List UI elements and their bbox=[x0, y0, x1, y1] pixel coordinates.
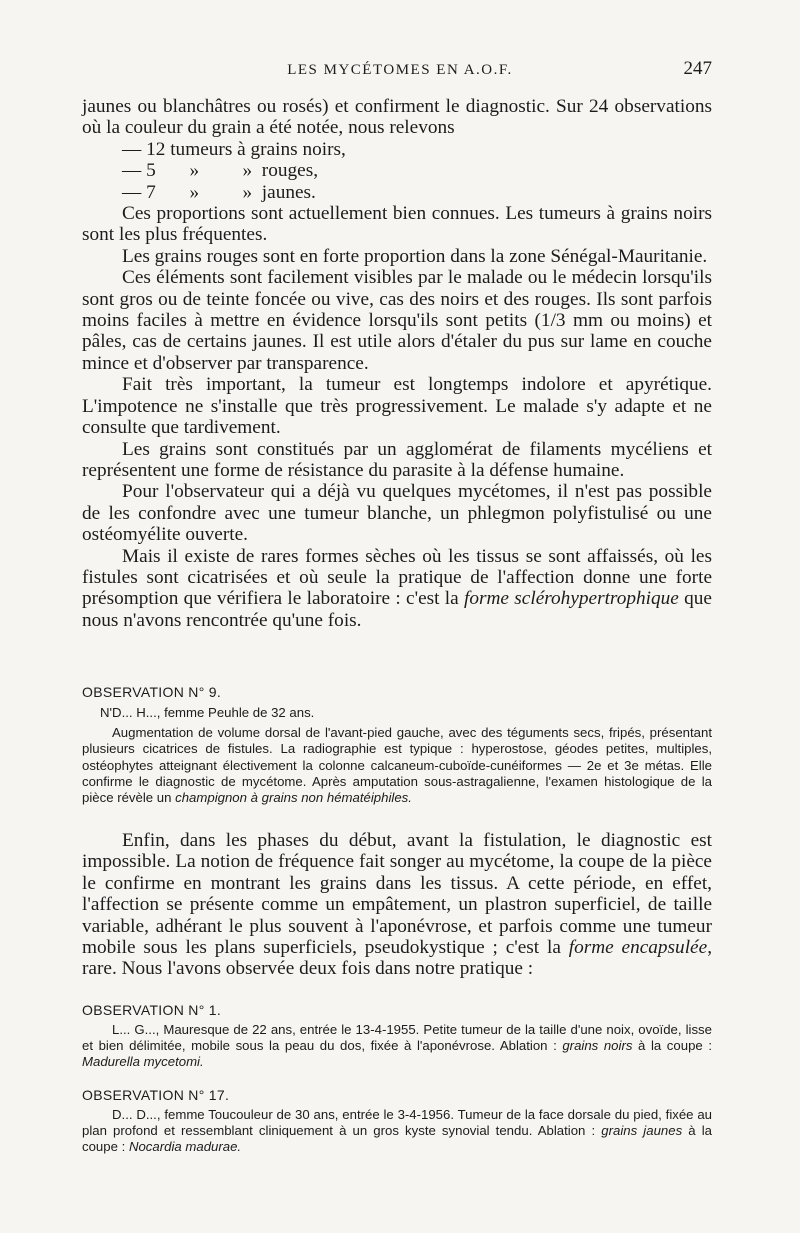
paragraph: Ces éléments sont facilement visibles par le malade ou le médecin lorsqu'ils sont gros ou de teinte foncée ou vive, cas des noirs et des rouges. Ils sont parfois moins faciles à mettre en évidence lorsqu'ils sont petits (1/3 mm ou moins) et pâles, cas de certains jaunes. Il est utile alors d'étaler du pus sur lame en couche mince et d'observer par transparence. bbox=[82, 267, 712, 374]
observation-17-body bbox=[82, 1107, 712, 1156]
observation-1-body bbox=[82, 1022, 712, 1071]
italic-term: forme sclérohypertrophique bbox=[464, 588, 679, 610]
section-grains bbox=[82, 96, 712, 631]
observation-subject: N'D... H..., femme Peuhle de 32 ans. bbox=[100, 705, 315, 720]
paragraph: Mais il existe de rares formes sèches où les tissus se sont affaissés, où les fistules sont cicatrisées et où seule la pratique de l'affection donne une forte présomption que vérifiera le laboratoire : c'est la forme sclérohypertrophique que nous n'avons rencontrée qu'une fois. bbox=[82, 545, 712, 631]
paragraph: Ces proportions sont actuellement bien connues. Les tumeurs à grains noirs sont les plus fréquentes. bbox=[82, 203, 712, 246]
paragraph: Fait très important, la tumeur est longtemps indolore et apyrétique. L'impotence ne s'installe que très progressivement. Le malade s'y adapte et ne consulte que tardivement. bbox=[82, 374, 712, 439]
observation-text: D... D..., femme Toucouleur de 30 ans, entrée le 3-4-1956. Tumeur de la face dorsale du pied, fixée au plan profond et ressemblant cliniquement à un gros kyste synovial tendu. Ablation : grains jaunes à la coupe : Nocardia madurae. bbox=[82, 1107, 712, 1155]
paragraph: Les grains sont constitués par un agglomérat de filaments mycéliens et représentent une forme de résistance du parasite à la défense humaine. bbox=[82, 438, 712, 481]
paragraph: Enfin, dans les phases du début, avant la fistulation, le diagnostic est impossible. La notion de fréquence fait songer au mycétome, la coupe de la pièce le confirme en montrant les grains dans les tissus. A cette période, en effet, l'affection se présente comme un empâtement, un plastron superficiel, de taille variable, adhérant le plus souvent à l'aponévrose, et parfois comme une tumeur mobile sous les plans superficiels, pseudokystique ; c'est la forme encapsulée, rare. Nous l'avons observée deux fois dans notre pratique : bbox=[82, 830, 713, 980]
page-number: 247 bbox=[683, 58, 712, 79]
running-header: LES MYCÉTOMES EN A.O.F. bbox=[287, 62, 513, 78]
observation-1-title: OBSERVATION N° 1. bbox=[82, 1002, 222, 1018]
italic-term: forme encapsulée bbox=[568, 937, 708, 959]
observation-text: L... G..., Mauresque de 22 ans, entrée le 13-4-1955. Petite tumeur de la taille d'une noix, ovoïde, lisse et bien délimitée, mobile sous la peau du dos, fixée à l'aponévrose. Ablation : grains noirs à la coupe : Madurella mycetomi. bbox=[82, 1022, 712, 1070]
list-item: — 12 tumeurs à grains noirs, bbox=[122, 138, 346, 160]
observation-text: Augmentation de volume dorsal de l'avant-pied gauche, avec des téguments secs, fripés, présentant plusieurs cicatrices de fistules. La radiographie est typique : hyperostose, géodes petites, multiples, ostéophytes atteignant électivement la colonne calcaneum-cuboïde-cunéiformes — 2e et 3e métas. Elle confirme le diagnostic de mycétome. Après amputation sous-astragalienne, l'examen histologique de la pièce révèle un champignon à grains non hématéiphiles. bbox=[82, 725, 712, 806]
paragraph: Les grains rouges sont en forte proportion dans la zone Sénégal-Mauritanie. bbox=[122, 245, 708, 267]
list-item: — 5 » » rouges, bbox=[122, 160, 319, 182]
observation-9-body bbox=[82, 705, 712, 806]
paragraph: jaunes ou blanchâtres ou rosés) et confirment le diagnostic. Sur 24 observations où la couleur du grain a été notée, nous relevons bbox=[82, 96, 712, 139]
observation-17-title: OBSERVATION N° 17. bbox=[82, 1087, 230, 1103]
paragraph: Pour l'observateur qui a déjà vu quelques mycétomes, il n'est pas possible de les confondre avec une tumeur blanche, un phlegmon polyfistulisé ou une ostéomyélite ouverte. bbox=[82, 481, 712, 546]
list-item: — 7 » » jaunes. bbox=[122, 181, 316, 203]
section-early-diagnosis bbox=[82, 830, 712, 980]
italic-term: champignon à grains non hématéiphiles. bbox=[175, 790, 412, 806]
observation-9-title: OBSERVATION N° 9. bbox=[82, 684, 222, 700]
